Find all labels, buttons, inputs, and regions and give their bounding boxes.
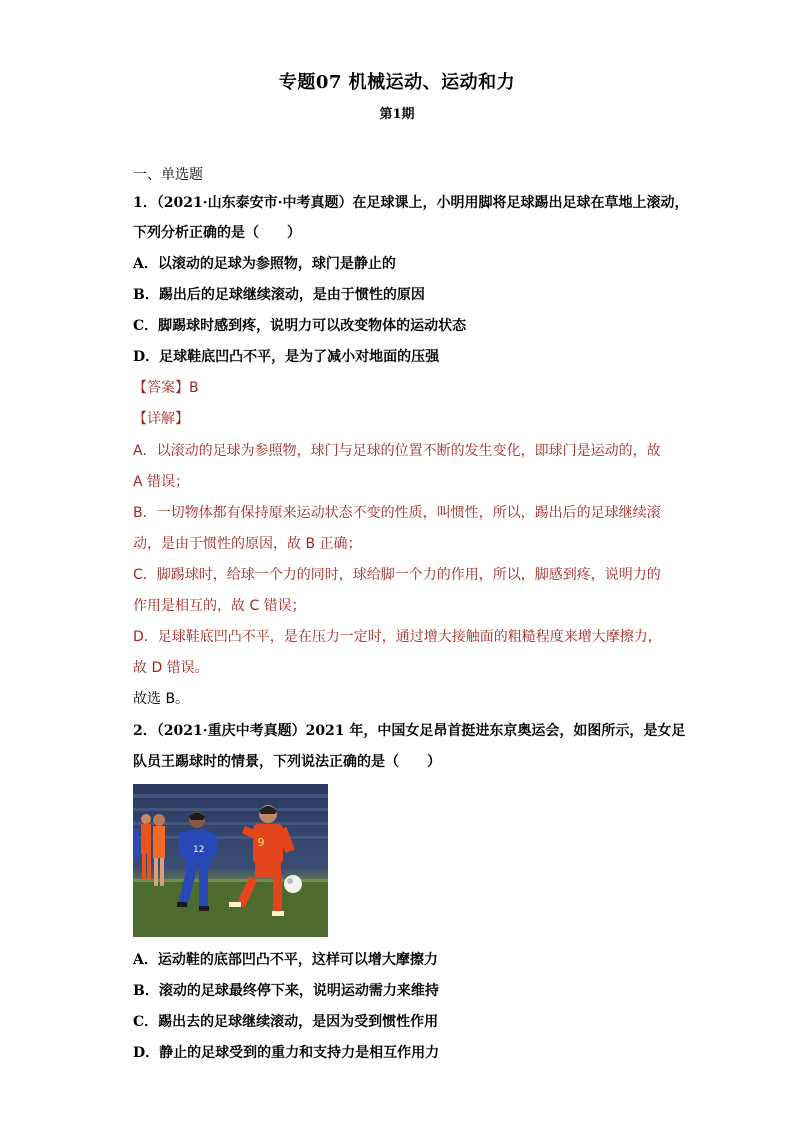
- q1-option-d: D．足球鞋底凹凸不平，是为了减小对地面的压强: [133, 349, 440, 365]
- page-subtitle: 第1期: [379, 107, 415, 122]
- q1-option-a: A．以滚动的足球为参照物，球门是静止的: [133, 256, 396, 272]
- q1-explanation-line: D．足球鞋底凹凸不平，是在压力一定时，通过增大接触面的粗糙程度来增大摩擦力，: [133, 629, 662, 645]
- q2-stem-line1: 2．（2021·重庆中考真题）2021 年，中国女足昂首挺进东京奥运会，如图所示，是女足: [133, 723, 686, 739]
- q1-answer: 【答案】B: [133, 380, 199, 396]
- q1-explanation-line: 动，是由于惯性的原因，故 B 正确；: [133, 536, 362, 552]
- q1-explanation-line: A．以滚动的足球为参照物，球门与足球的位置不断的发生变化，即球门是运动的，故: [133, 443, 661, 459]
- soccer-photo: [133, 784, 328, 937]
- q1-detail-label: 【详解】: [133, 411, 189, 427]
- q2-option-b: B．滚动的足球最终停下来，说明运动需力来维持: [133, 983, 439, 999]
- q1-explanation-line: 故 D 错误。: [133, 660, 209, 676]
- q1-explanation-line: A 错误；: [133, 474, 190, 490]
- q2-option-d: D．静止的足球受到的重力和支持力是相互作用力: [133, 1045, 440, 1061]
- q1-explanation-line: B．一切物体都有保持原来运动状态不变的性质，叫惯性，所以，踢出后的足球继续滚: [133, 505, 661, 521]
- svg-text:12: 12: [193, 845, 205, 855]
- q1-option-b: B．踢出后的足球继续滚动，是由于惯性的原因: [133, 287, 425, 303]
- q2-option-a: A．运动鞋的底部凹凸不平，这样可以增大摩擦力: [133, 952, 438, 968]
- q1-conclusion: 故选 B。: [133, 691, 190, 707]
- q1-explanation-line: C．脚踢球时，给球一个力的同时，球给脚一个力的作用，所以，脚感到疼，说明力的: [133, 567, 661, 583]
- q1-stem-line1: 1．（2021·山东泰安市·中考真题）在足球课上，小明用脚将足球踢出足球在草地上滚动，: [133, 195, 689, 211]
- q1-option-c: C．脚踢球时感到疼，说明力可以改变物体的运动状态: [133, 318, 467, 334]
- q1-explanation-line: 作用是相互的，故 C 错误；: [133, 598, 306, 614]
- q2-option-c: C．踢出去的足球继续滚动，是因为受到惯性作用: [133, 1014, 439, 1030]
- section-heading: 一、单选题: [133, 167, 203, 183]
- q1-stem-line2: 下列分析正确的是（ ）: [133, 225, 301, 241]
- jersey-number: 9: [257, 836, 265, 849]
- page-title: 专题07 机械运动、运动和力: [278, 72, 516, 93]
- q2-stem-line2: 队员王踢球时的情景，下列说法正确的是（ ）: [133, 754, 441, 770]
